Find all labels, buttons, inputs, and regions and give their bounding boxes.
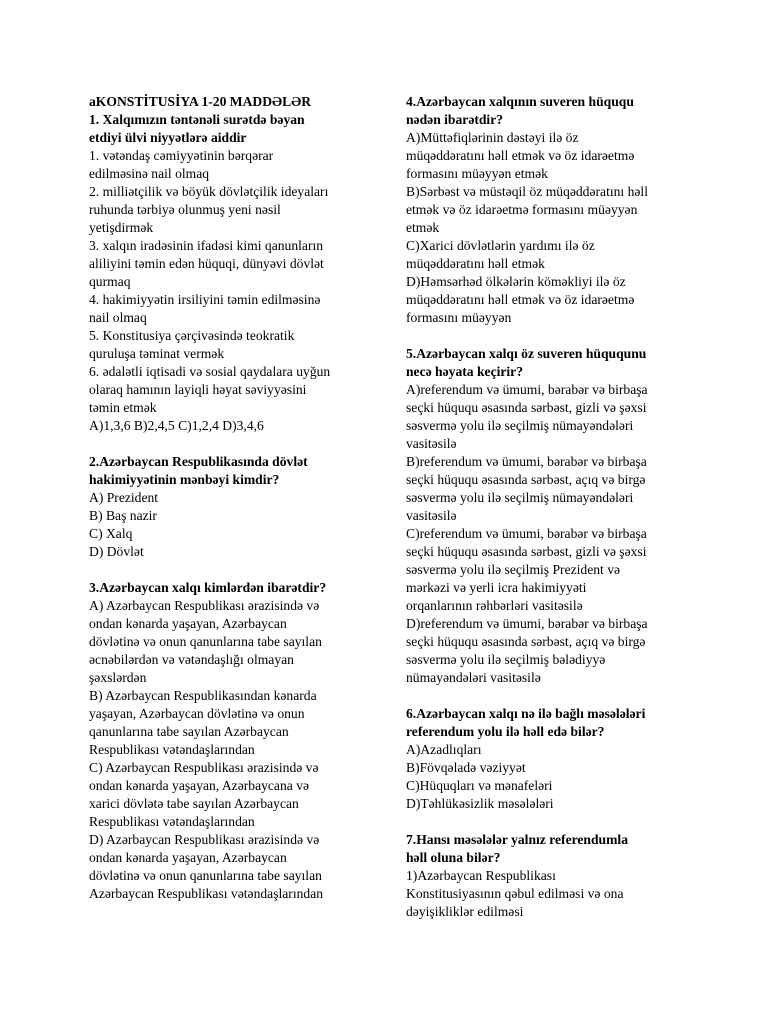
question-title-line: hakimiyyətinin mənbəyi kimdir? [89, 472, 280, 487]
question-block [406, 93, 696, 327]
question-block [406, 705, 696, 813]
answer-line: 3. xalqın iradəsinin ifadəsi kimi qanunların [89, 238, 324, 253]
answer-line: səsvermə yolu ilə seçilmiş bələdiyyə [406, 652, 606, 667]
answer-line: etmək və öz idarəetmə formasını müəyyən [406, 202, 638, 217]
answer-line: yetişdirmək [89, 220, 154, 235]
answer-line: müqəddəratını həll etmək və öz idarəetmə [406, 148, 635, 163]
question-title-line: 3.Azərbaycan xalqı kimlərdən ibarətdir? [89, 580, 327, 595]
question-title-line: 6.Azərbaycan xalqı nə ilə bağlı məsələləri [406, 706, 646, 721]
answer-line: müqəddəratını həll etmək [406, 256, 545, 271]
document-title: aKONSTİTUSİYA 1-20 MADDƏLƏR [89, 94, 312, 109]
answer-line: ondan kənarda yaşayan, Azərbaycan [89, 616, 287, 631]
question-title-line: 1. Xalqımızın təntənəli surətdə bəyan [89, 112, 305, 127]
answer-line: B)Sərbəst və müstəqil öz müqəddəratını həll [406, 184, 648, 199]
answer-line: A)1,3,6 B)2,4,5 C)1,2,4 D)3,4,6 [89, 418, 264, 433]
question-block [89, 453, 379, 561]
answer-line: D) Azərbaycan Respublikası ərazisində və [89, 832, 320, 847]
answer-line: aliliyini təmin edən hüquqi, dünyəvi dövlət [89, 256, 324, 271]
answer-line: C)Hüquqları və mənafeləri [406, 778, 553, 793]
answer-line: C) Azərbaycan Respublikası ərazisində və [89, 760, 319, 775]
answer-line: edilməsinə nail olmaq [89, 166, 210, 181]
answer-line: B)Fövqəladə vəziyyət [406, 760, 526, 775]
answer-line: Respublikası vətəndaşlarından [89, 742, 255, 757]
left-column [89, 93, 379, 903]
answer-line: xarici dövlətə tabe sayılan Azərbaycan [89, 796, 299, 811]
answer-line: vasitəsilə [406, 436, 457, 451]
question-block [89, 111, 379, 435]
answer-line: ruhunda tərbiyə olunmuş yeni nəsil [89, 202, 281, 217]
question-title-line: 2.Azərbaycan Respublikasında dövlət [89, 454, 308, 469]
answer-line: A) Azərbaycan Respublikası ərazisində və [89, 598, 320, 613]
question-title-line: həll oluna bilər? [406, 850, 501, 865]
answer-line: B) Baş nazir [89, 508, 157, 523]
answer-line: əcnəbilərdən və vətəndaşlığı olmayan [89, 652, 294, 667]
answer-line: formasını müəyyən etmək [406, 166, 548, 181]
answer-line: səsvermə yolu ilə seçilmiş nümayəndələri [406, 490, 634, 505]
question-title-line: 4.Azərbaycan xalqının suveren hüququ [406, 94, 634, 109]
answer-line: seçki hüququ əsasında sərbəst, gizli və şəxsi [406, 544, 647, 559]
answer-line: qurmaq [89, 274, 131, 289]
question-block [89, 579, 379, 903]
answer-line: seçki hüququ əsasında sərbəst, açıq və birgə [406, 472, 646, 487]
answer-line: mərkəzi və yerli icra hakimiyyəti [406, 580, 587, 595]
answer-line: ondan kənarda yaşayan, Azərbaycana və [89, 778, 310, 793]
answer-line: şəxslərdən [89, 670, 147, 685]
answer-line: dəyişikliklər edilməsi [406, 904, 524, 919]
right-column [406, 93, 696, 921]
answer-line: müqəddəratını həll etmək və öz idarəetmə [406, 292, 635, 307]
question-block [406, 831, 696, 921]
answer-line: səsvermə yolu ilə seçilmiş nümayəndələri [406, 418, 634, 433]
question-title-line: 5.Azərbaycan xalqı öz suveren hüququnu [406, 346, 647, 361]
left-question-list [89, 111, 379, 903]
answer-line: Azərbaycan Respublikası vətəndaşlarından [89, 886, 324, 901]
answer-line: seçki hüququ əsasında sərbəst, açıq və birgə [406, 634, 646, 649]
answer-line: vasitəsilə [406, 508, 457, 523]
answer-line: etmək [406, 220, 440, 235]
answer-line: səsvermə yolu ilə seçilmiş Prezident və [406, 562, 621, 577]
answer-line: 6. ədalətli iqtisadi və sosial qaydalara uyğun [89, 364, 331, 379]
answer-line: C) Xalq [89, 526, 133, 541]
answer-line: nail olmaq [89, 310, 147, 325]
answer-line: təmin etmək [89, 400, 157, 415]
answer-line: Respublikası vətəndaşlarından [89, 814, 255, 829]
answer-line: 4. hakimiyyətin irsiliyini təmin edilməsinə [89, 292, 321, 307]
answer-line: seçki hüququ əsasında sərbəst, gizli və şəxsi [406, 400, 647, 415]
answer-line: B)referendum və ümumi, bərabər və birbaşa [406, 454, 647, 469]
answer-line: nümayəndələri vasitəsilə [406, 670, 541, 685]
answer-line: B) Azərbaycan Respublikasından kənarda [89, 688, 317, 703]
answer-line: qanunlarına tabe sayılan Azərbaycan [89, 724, 289, 739]
answer-line: C)referendum və ümumi, bərabər və birbaşa [406, 526, 647, 541]
answer-line: olaraq hamının layiqli həyat səviyyəsini [89, 382, 307, 397]
question-title-line: etdiyi ülvi niyyətlərə aiddir [89, 130, 247, 145]
answer-line: A)Azadlıqları [406, 742, 482, 757]
answer-line: A) Prezident [89, 490, 159, 505]
answer-line: A)Müttəfiqlərinin dəstəyi ilə öz [406, 130, 579, 145]
answer-line: 1)Azərbaycan Respublikası [406, 868, 556, 883]
answer-line: D)Həmsərhəd ölkələrin köməkliyi ilə öz [406, 274, 626, 289]
answer-line: yaşayan, Azərbaycan dövlətinə və onun [89, 706, 305, 721]
answer-line: D)referendum və ümumi, bərabər və birbaşa [406, 616, 648, 631]
question-title-line: referendum yolu ilə həll edə bilər? [406, 724, 605, 739]
answer-line: formasını müəyyən [406, 310, 512, 325]
answer-line: 1. vətəndaş cəmiyyətinin bərqərar [89, 148, 274, 163]
answer-line: 5. Konstitusiya çərçivəsində teokratik [89, 328, 295, 343]
answer-line: D)Təhlükəsizlik məsələləri [406, 796, 554, 811]
question-title-line: 7.Hansı məsələlər yalnız referendumla [406, 832, 628, 847]
answer-line: ondan kənarda yaşayan, Azərbaycan [89, 850, 287, 865]
question-title-line: nədən ibarətdir? [406, 112, 504, 127]
answer-line: D) Dövlət [89, 544, 144, 559]
answer-line: dövlətinə və onun qanunlarına tabe sayılan [89, 634, 322, 649]
answer-line: C)Xarici dövlətlərin yardımı ilə öz [406, 238, 595, 253]
question-block [406, 345, 696, 687]
question-title-line: necə həyata keçirir? [406, 364, 524, 379]
answer-line: 2. milliətçilik və böyük dövlətçilik ideyaları [89, 184, 329, 199]
answer-line: Konstitusiyasının qəbul edilməsi və ona [406, 886, 624, 901]
answer-line: dövlətinə və onun qanunlarına tabe sayılan [89, 868, 322, 883]
answer-line: A)referendum və ümumi, bərabər və birbaşa [406, 382, 648, 397]
answer-line: quruluşa təminat vermək [89, 346, 225, 361]
right-question-list [406, 93, 696, 921]
answer-line: orqanlarının rəhbərləri vasitəsilə [406, 598, 583, 613]
